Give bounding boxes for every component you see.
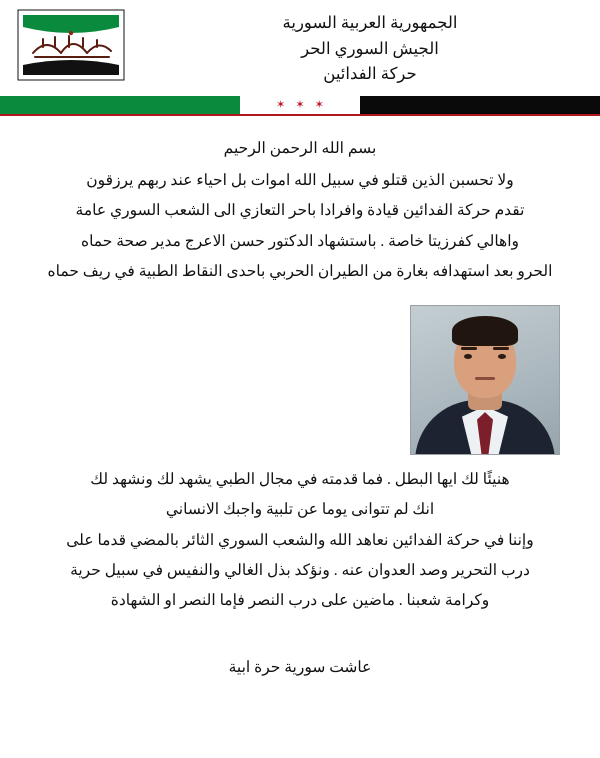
paragraph2-line5: وكرامة شعبنا . ماضين على درب النصر فإما النصر او الشهادة <box>110 591 490 609</box>
document-body <box>0 116 600 677</box>
header-title-line3: حركة الفدائين <box>323 64 417 84</box>
logo-icon <box>17 9 125 81</box>
portrait-eyebrow-right <box>493 347 509 350</box>
document-header <box>0 0 600 92</box>
flag-green-segment <box>0 96 240 114</box>
portrait-eyebrow-left <box>461 347 477 350</box>
closing-slogan: عاشت سورية حرة ابية <box>228 659 372 677</box>
tribute-paragraph <box>26 465 574 616</box>
flag-black-segment <box>360 96 600 114</box>
portrait-container <box>26 305 574 455</box>
paragraph2-line1: هنيئًا لك ايها البطل . فما قدمته في مجال الطبي يشهد لك ونشهد لك <box>90 471 510 489</box>
basmala-line <box>26 134 574 164</box>
header-title-line1: الجمهورية العربية السورية <box>282 13 458 32</box>
header-title-line2: الجيش السوري الحر <box>301 38 439 58</box>
flag-stars <box>240 96 360 114</box>
paragraph1-line3: واهالي كفرزيتا خاصة . باستشهاد الدكتور حسن الاعرج مدير صحة حماه <box>80 232 520 250</box>
basmala-text: بسم الله الرحمن الرحيم <box>223 140 377 157</box>
paragraph2-line3: وإننا في حركة الفدائين نعاهد الله والشعب السوري الثائر بالمضي قدما على <box>66 531 534 549</box>
paragraph1-line2: تقدم حركة الفدائين قيادة وافرادا باحر التعازي الى الشعب السوري عامة <box>75 202 525 220</box>
portrait-hair <box>452 316 518 346</box>
paragraph2-line2: انك لم تتوانى يوما عن تلبية واجبك الانساني <box>165 501 435 519</box>
paragraph2-line4: درب التحرير وصد العدوان عنه . ونؤكد بذل الغالي والنفيس في سبيل حرية <box>70 561 530 579</box>
header-titles <box>140 10 600 87</box>
organization-logo <box>16 8 126 82</box>
condolence-paragraph <box>26 166 574 287</box>
flag-star-icon: ✶ <box>295 98 305 111</box>
paragraph1-line1: ولا تحسبن الذين قتلو في سبيل الله اموات بل احياء عند ربهم يرزقون <box>86 172 514 190</box>
syrian-independence-flag-bar <box>0 96 600 114</box>
paragraph1-line4: الحرو بعد استهدافه بغارة من الطيران الحربي باحدى النقاط الطبية في ريف حماه <box>47 262 553 280</box>
deceased-portrait-photo <box>410 305 560 455</box>
flag-star-icon: ✶ <box>276 98 286 111</box>
portrait-mouth <box>475 377 495 380</box>
flag-star-icon: ✶ <box>314 98 324 111</box>
